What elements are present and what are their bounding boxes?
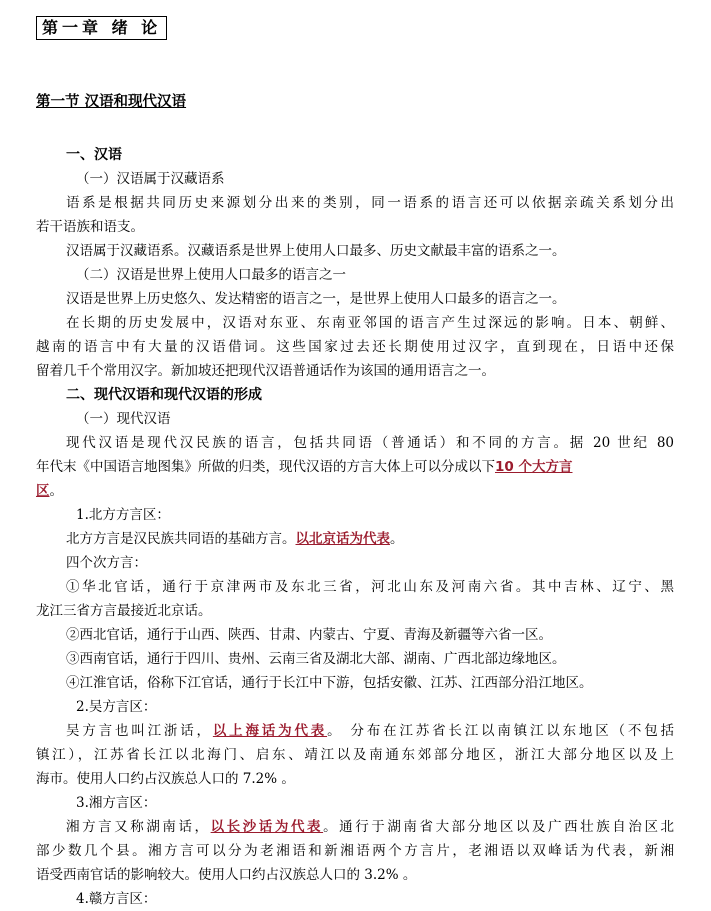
paragraph-line: [36, 527, 674, 551]
line-text: ③西南官话，通行于四川、贵州、云南三省及湖北大部、湖南、广西北部边缘地区。: [66, 651, 566, 667]
chapter-title: 第一章 绪 论: [36, 16, 167, 40]
line-text: （一）汉语属于汉藏语系: [76, 171, 225, 187]
line-text: 汉语属于汉藏语系。汉藏语系是世界上使用人口最多、历史文献最丰富的语系之一。: [66, 243, 566, 259]
line-text: 若干语族和语支。: [36, 219, 144, 235]
paragraph-line: [36, 455, 674, 479]
highlighted-text: 以北京话为代表: [295, 531, 390, 547]
subheading-line: [36, 407, 674, 431]
line-text: 留着几千个常用汉字。新加坡还把现代汉语普通话作为该国的通用语言之一。: [36, 363, 495, 379]
line-text: 镇江），江苏省长江以北海门、启东、靖江以及南通东郊部分地区，浙江大部分地区以及上: [36, 747, 674, 763]
paragraph-line: [36, 239, 674, 263]
paragraph-line: [36, 215, 674, 239]
highlighted-text: 以长沙话为代表: [210, 819, 324, 835]
line-text: 语受西南官话的影响较大。使用人口约占汉族总人口的 3.2% 。: [36, 867, 417, 883]
subheading-line: [36, 791, 674, 815]
paragraph-line: [36, 311, 674, 335]
paragraph-line: [36, 743, 674, 767]
heading-line: [36, 143, 674, 167]
subheading-line: [36, 503, 674, 527]
paragraph-line: [36, 479, 674, 503]
line-text: 湘方言又称湖南话，: [66, 819, 211, 835]
paragraph-line: [36, 575, 674, 599]
line-text: 2.吴方言区：: [76, 699, 157, 715]
line-text: （一）现代汉语: [76, 411, 171, 427]
document-body: [36, 143, 674, 911]
line-text: ①华北官话，通行于京津两市及东北三省，河北山东及河南六省。其中吉林、辽宁、黑: [66, 579, 674, 595]
subheading-line: [36, 887, 674, 911]
line-text: 年代末《中国语言地图集》所做的归类，现代汉语的方言大体上可以分成以下: [36, 459, 495, 475]
paragraph-line: [36, 647, 674, 671]
highlighted-text: 以上海话为代表: [212, 723, 328, 739]
line-text: 吴方言也叫江浙话，: [66, 723, 213, 739]
line-text: 越南的语言中有大量的汉语借词。这些国家过去还长期使用过汉字，直到现在，日语中还保: [36, 339, 674, 355]
subheading-line: [36, 263, 674, 287]
paragraph-line: [36, 335, 674, 359]
paragraph-line: [36, 815, 674, 839]
paragraph-line: [36, 839, 674, 863]
line-text: 龙江三省方言最接近北京话。: [36, 603, 212, 619]
paragraph-line: [36, 551, 674, 575]
paragraph-line: [36, 623, 674, 647]
paragraph-line: [36, 671, 674, 695]
line-text: 汉语是世界上历史悠久、发达精密的语言之一，是世界上使用人口最多的语言之一。: [66, 291, 566, 307]
line-text: 4.赣方言区：: [76, 891, 157, 907]
line-text: 3.湘方言区：: [76, 795, 157, 811]
line-text: 二、现代汉语和现代汉语的形成: [66, 387, 262, 403]
paragraph-line: [36, 767, 674, 791]
heading-line: [36, 383, 674, 407]
line-text: 一、汉语: [66, 147, 122, 163]
line-text: 海市。使用人口约占汉族总人口的 7.2% 。: [36, 771, 295, 787]
paragraph-line: [36, 287, 674, 311]
paragraph-line: [36, 599, 674, 623]
section-title: 第一节 汉语和现代汉语: [36, 94, 187, 110]
line-text-after: 。通行于湖南省大部分地区以及广西壮族自治区北: [323, 819, 675, 835]
paragraph-line: [36, 431, 674, 455]
line-text: 现代汉语是现代汉民族的语言，包括共同语（普通话）和不同的方言。据 20 世纪 80: [66, 435, 674, 451]
line-text: 语系是根据共同历史来源划分出来的类别，同一语系的语言还可以依据亲疏关系划分出: [66, 195, 674, 211]
line-text: ②西北官话，通行于山西、陕西、甘肃、内蒙古、宁夏、青海及新疆等六省一区。: [66, 627, 552, 643]
paragraph-line: [36, 191, 674, 215]
paragraph-line: [36, 863, 674, 887]
line-text: 在长期的历史发展中，汉语对东亚、东南亚邻国的语言产生过深远的影响。日本、朝鲜、: [66, 315, 674, 331]
line-text-after: 。: [390, 531, 404, 547]
line-text-after: 。: [49, 483, 63, 499]
line-text: 北方方言是汉民族共同语的基础方言。: [66, 531, 296, 547]
line-text: 四个次方言：: [66, 555, 147, 571]
subheading-line: [36, 167, 674, 191]
highlighted-text: 10 个大方言: [495, 459, 573, 475]
highlighted-text: 区: [36, 483, 50, 499]
subheading-line: [36, 695, 674, 719]
line-text: 1.北方方言区：: [76, 507, 170, 523]
paragraph-line: [36, 719, 674, 743]
line-text: 部少数几个县。湘方言可以分为老湘语和新湘语两个方言片，老湘语以双峰话为代表，新湘: [36, 843, 674, 859]
line-text-after: 。 分布在江苏省长江以南镇江以东地区（不包括: [327, 723, 675, 739]
line-text: ④江淮官话，俗称下江官话，通行于长江中下游，包括安徽、江苏、江西部分沿江地区。: [66, 675, 593, 691]
line-text: （二）汉语是世界上使用人口最多的语言之一: [76, 267, 346, 283]
paragraph-line: [36, 359, 674, 383]
